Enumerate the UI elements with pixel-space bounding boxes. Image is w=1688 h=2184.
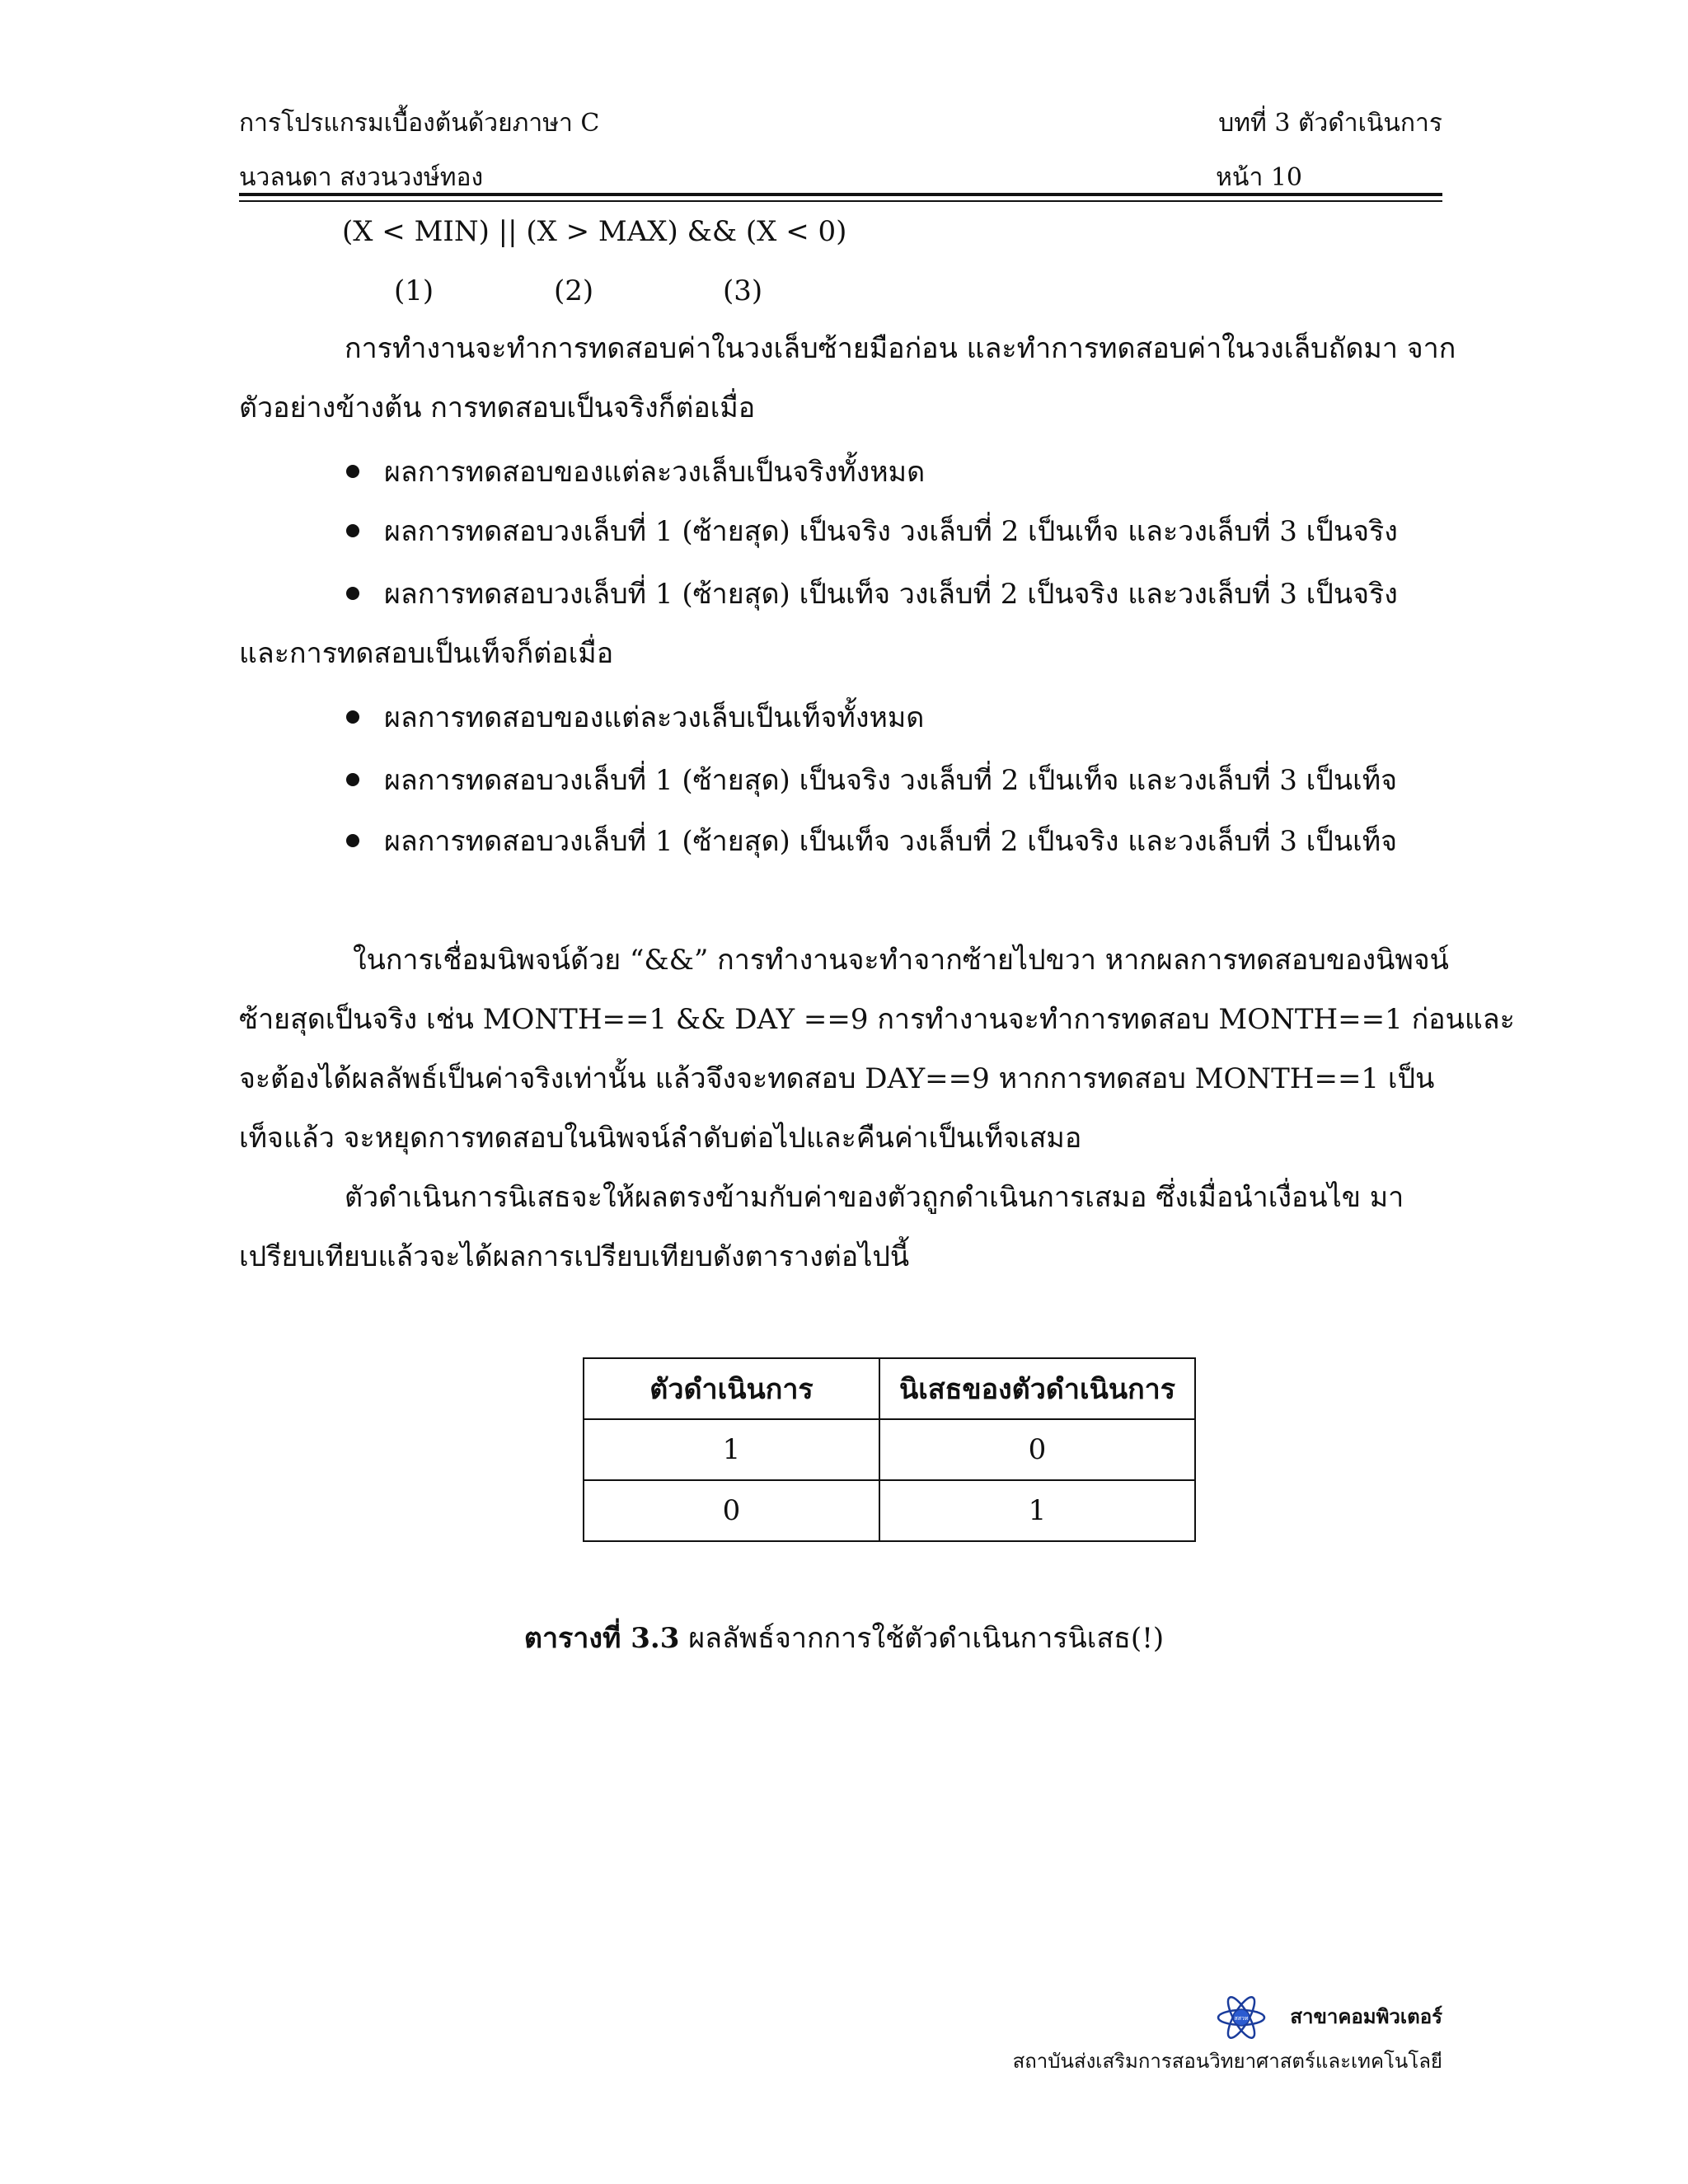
page-number: หน้า 10 [1216,163,1302,192]
and-paragraph-line: เท็จแล้ว จะหยุดการทดสอบในนิพจน์ลำดับต่อไปและคืนค่าเป็นเท็จเสมอ [239,1122,1082,1155]
negation-table [583,1357,1196,1542]
marker-2: (2) [554,274,594,307]
intro-line-2: ตัวอย่างข้างต้น การทดสอบเป็นจริงก็ต่อเมื่อ [239,391,756,424]
table-cell: 1 [879,1480,1195,1541]
true-case-text: ผลการทดสอบวงเล็บที่ 1 (ซ้ายสุด) เป็นจริง วงเล็บที่ 2 เป็นเท็จ และวงเล็บที่ 3 เป็นจริง [384,515,1398,548]
table-header-cell: นิเสธของตัวดำเนินการ [879,1358,1195,1419]
false-case-item [346,762,1397,799]
false-case-text: ผลการทดสอบวงเล็บที่ 1 (ซ้ายสุด) เป็นเท็จ วงเล็บที่ 2 เป็นจริง และวงเล็บที่ 3 เป็นเท็จ [384,825,1398,858]
table-header-cell: ตัวดำเนินการ [584,1358,879,1419]
table-cell: 0 [879,1419,1195,1480]
page-header-bottom [239,162,1442,194]
table-row [584,1480,1195,1541]
department-name: สาขาคอมพิวเตอร์ [1290,2005,1442,2028]
intro-line-1: การทำงานจะทำการทดสอบค่าในวงเล็บซ้ายมือก่อน และทำการทดสอบค่าในวงเล็บถัดมา จาก [345,332,1456,365]
header-rule-thick [239,193,1442,196]
atom-logo-icon [1216,1996,1267,2039]
book-title: การโปรแกรมเบื้องต้นด้วยภาษา C [239,109,600,138]
marker-3: (3) [723,274,763,307]
true-case-text: ผลการทดสอบของแต่ละวงเล็บเป็นจริงทั้งหมด [384,456,926,489]
false-case-text: ผลการทดสอบของแต่ละวงเล็บเป็นเท็จทั้งหมด [384,701,925,734]
logo-text: สสวท [1234,2015,1249,2022]
and-paragraph-line: ในการเชื่อมนิพจน์ด้วย “&&” การทำงานจะทำจากซ้ายไปขวา หากผลการทดสอบของนิพจน์ [353,944,1449,977]
logic-expression: (X < MIN) || (X > MAX) && (X < 0) [342,215,847,248]
false-case-item [346,699,924,737]
true-case-text: ผลการทดสอบวงเล็บที่ 1 (ซ้ายสุด) เป็นเท็จ วงเล็บที่ 2 เป็นจริง และวงเล็บที่ 3 เป็นจริง [384,578,1398,611]
marker-1: (1) [394,274,434,307]
chapter-title: บทที่ 3 ตัวดำเนินการ [1218,109,1442,138]
true-case-item [346,513,1398,551]
false-case-text: ผลการทดสอบวงเล็บที่ 1 (ซ้ายสุด) เป็นจริง วงเล็บที่ 2 เป็นเท็จ และวงเล็บที่ 3 เป็นเท็จ [384,764,1398,797]
caption-text: ผลลัพธ์จากการใช้ตัวดำเนินการนิเสธ(!) [679,1622,1165,1655]
bullet-icon [346,524,359,537]
institute-name: สถาบันส่งเสริมการสอนวิทยาศาสตร์และเทคโนโลยี [1012,2050,1442,2073]
not-paragraph-line: เปรียบเทียบแล้วจะได้ผลการเปรียบเทียบดังตารางต่อไปนี้ [239,1240,910,1273]
caption-label: ตารางที่ 3.3 [523,1622,680,1655]
table-caption [0,1619,1688,1657]
table-header-row [584,1358,1195,1419]
bullet-icon [346,587,359,600]
and-paragraph-line: ซ้ายสุดเป็นจริง เช่น MONTH==1 && DAY ==9 การทำงานจะทำการทดสอบ MONTH==1 ก่อนและ [239,1003,1515,1036]
table-cell: 0 [584,1480,879,1541]
header-rule-thin [239,200,1442,202]
bullet-icon [346,773,359,786]
false-intro: และการทดสอบเป็นเท็จก็ต่อเมื่อ [239,637,614,670]
bullet-icon [346,834,359,847]
and-paragraph-line: จะต้องได้ผลลัพธ์เป็นค่าจริงเท่านั้น แล้วจึงจะทดสอบ DAY==9 หากการทดสอบ MONTH==1 เป็น [239,1062,1435,1095]
true-case-item [346,453,925,491]
bullet-icon [346,710,359,724]
table-row [584,1419,1195,1480]
true-case-item [346,575,1398,613]
page-header-top [239,107,1442,140]
table-cell: 1 [584,1419,879,1480]
false-case-item [346,823,1397,860]
author-name: นวลนดา สงวนวงษ์ทอง [239,163,484,192]
bullet-icon [346,465,359,478]
not-paragraph-line: ตัวดำเนินการนิเสธจะให้ผลตรงข้ามกับค่าของตัวถูกดำเนินการเสมอ ซึ่งเมื่อนำเงื่อนไข มา [345,1181,1404,1214]
